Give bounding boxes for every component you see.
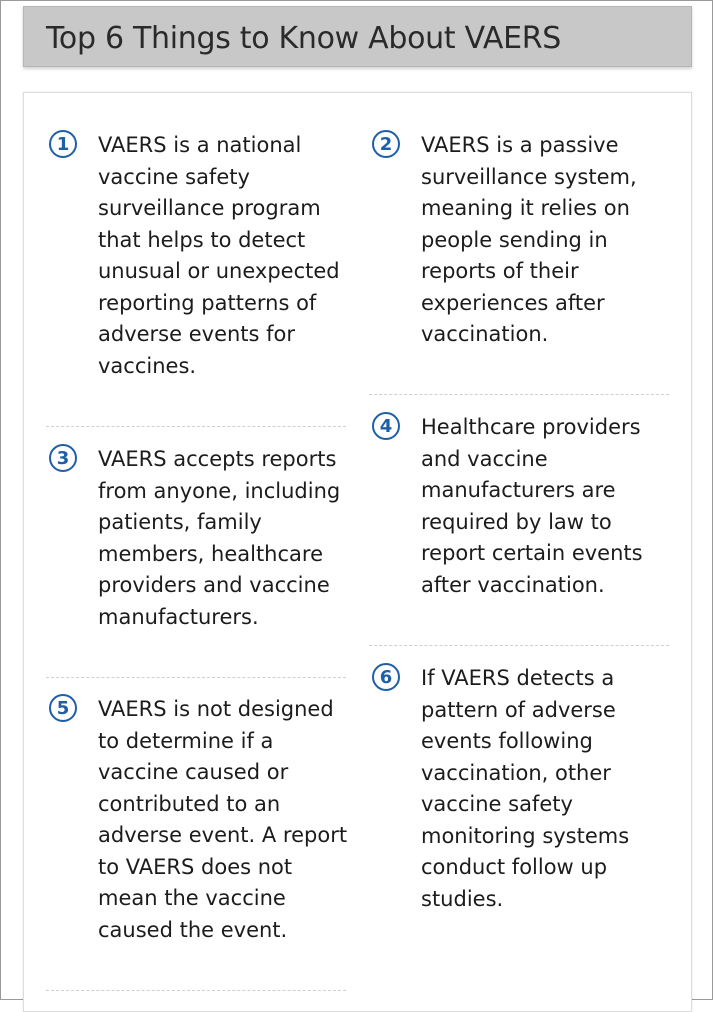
text-line: from anyone, including xyxy=(98,478,341,503)
text-line: mean the vaccine xyxy=(98,886,286,910)
text-line: vaccines. xyxy=(98,353,197,378)
text-line: members, healthcare xyxy=(98,541,323,566)
text-line: vaccine safety xyxy=(421,792,573,816)
number-badge-1: 1 xyxy=(49,130,77,158)
fact-text-3 xyxy=(98,444,340,633)
divider-left-1 xyxy=(46,426,346,427)
number-badge-2: 2 xyxy=(372,130,400,158)
text-line: monitoring systems xyxy=(421,823,630,848)
fact-text-6 xyxy=(421,663,629,915)
text-line: VAERS is a passive xyxy=(421,133,619,157)
text-line: If VAERS detects a xyxy=(421,666,615,690)
text-line: people sending in xyxy=(421,227,608,252)
text-line: that helps to detect xyxy=(98,227,306,252)
text-line: required by law to xyxy=(421,509,612,534)
text-line: studies. xyxy=(421,886,504,911)
text-line: surveillance program xyxy=(98,196,321,220)
divider-left-2 xyxy=(46,677,346,678)
text-line: VAERS accepts reports xyxy=(98,447,337,471)
text-line: report certain events xyxy=(421,541,643,565)
text-line: reports of their xyxy=(421,259,579,283)
text-line: VAERS is not designed xyxy=(98,697,334,721)
text-line: adverse events for xyxy=(98,322,296,346)
text-line: vaccination. xyxy=(421,322,549,346)
text-line: to VAERS does not xyxy=(98,854,293,879)
text-line: Healthcare providers xyxy=(421,415,641,439)
divider-right-1 xyxy=(369,394,669,395)
text-line: manufacturers. xyxy=(98,604,259,629)
text-line: caused the event. xyxy=(98,917,288,942)
divider-right-2 xyxy=(369,645,669,646)
page-header xyxy=(23,6,692,67)
text-line: experiences after xyxy=(421,290,605,315)
text-line: vaccination, other xyxy=(421,760,611,785)
text-line: and vaccine xyxy=(421,446,548,471)
text-line: pattern of adverse xyxy=(421,697,616,722)
number-badge-6: 6 xyxy=(372,663,400,691)
text-line: surveillance system, xyxy=(421,164,637,189)
text-line: events following xyxy=(421,729,593,753)
fact-text-5 xyxy=(98,694,347,946)
fact-text-4 xyxy=(421,412,643,601)
text-line: reporting patterns of xyxy=(98,290,317,315)
number-badge-5: 5 xyxy=(49,694,77,722)
text-line: contributed to an xyxy=(98,791,281,816)
text-line: conduct follow up xyxy=(421,855,608,879)
text-line: patients, family xyxy=(98,510,262,534)
text-line: vaccine safety xyxy=(98,164,250,189)
fact-text-2 xyxy=(421,130,637,351)
fact-text-1 xyxy=(98,130,340,382)
text-line: VAERS is a national xyxy=(98,133,302,157)
text-line: meaning it relies on xyxy=(421,196,630,220)
text-line: to determine if a xyxy=(98,728,274,753)
text-line: providers and vaccine xyxy=(98,573,330,597)
number-badge-4: 4 xyxy=(372,412,400,440)
text-line: vaccine caused or xyxy=(98,760,289,784)
number-badge-3: 3 xyxy=(49,444,77,472)
text-line: adverse event. A report xyxy=(98,823,348,847)
text-line: manufacturers are xyxy=(421,478,616,502)
page-title: Top 6 Things to Know About VAERS xyxy=(46,21,562,56)
text-line: unusual or unexpected xyxy=(98,259,340,283)
divider-left-3 xyxy=(46,990,346,991)
text-line: after vaccination. xyxy=(421,572,605,597)
